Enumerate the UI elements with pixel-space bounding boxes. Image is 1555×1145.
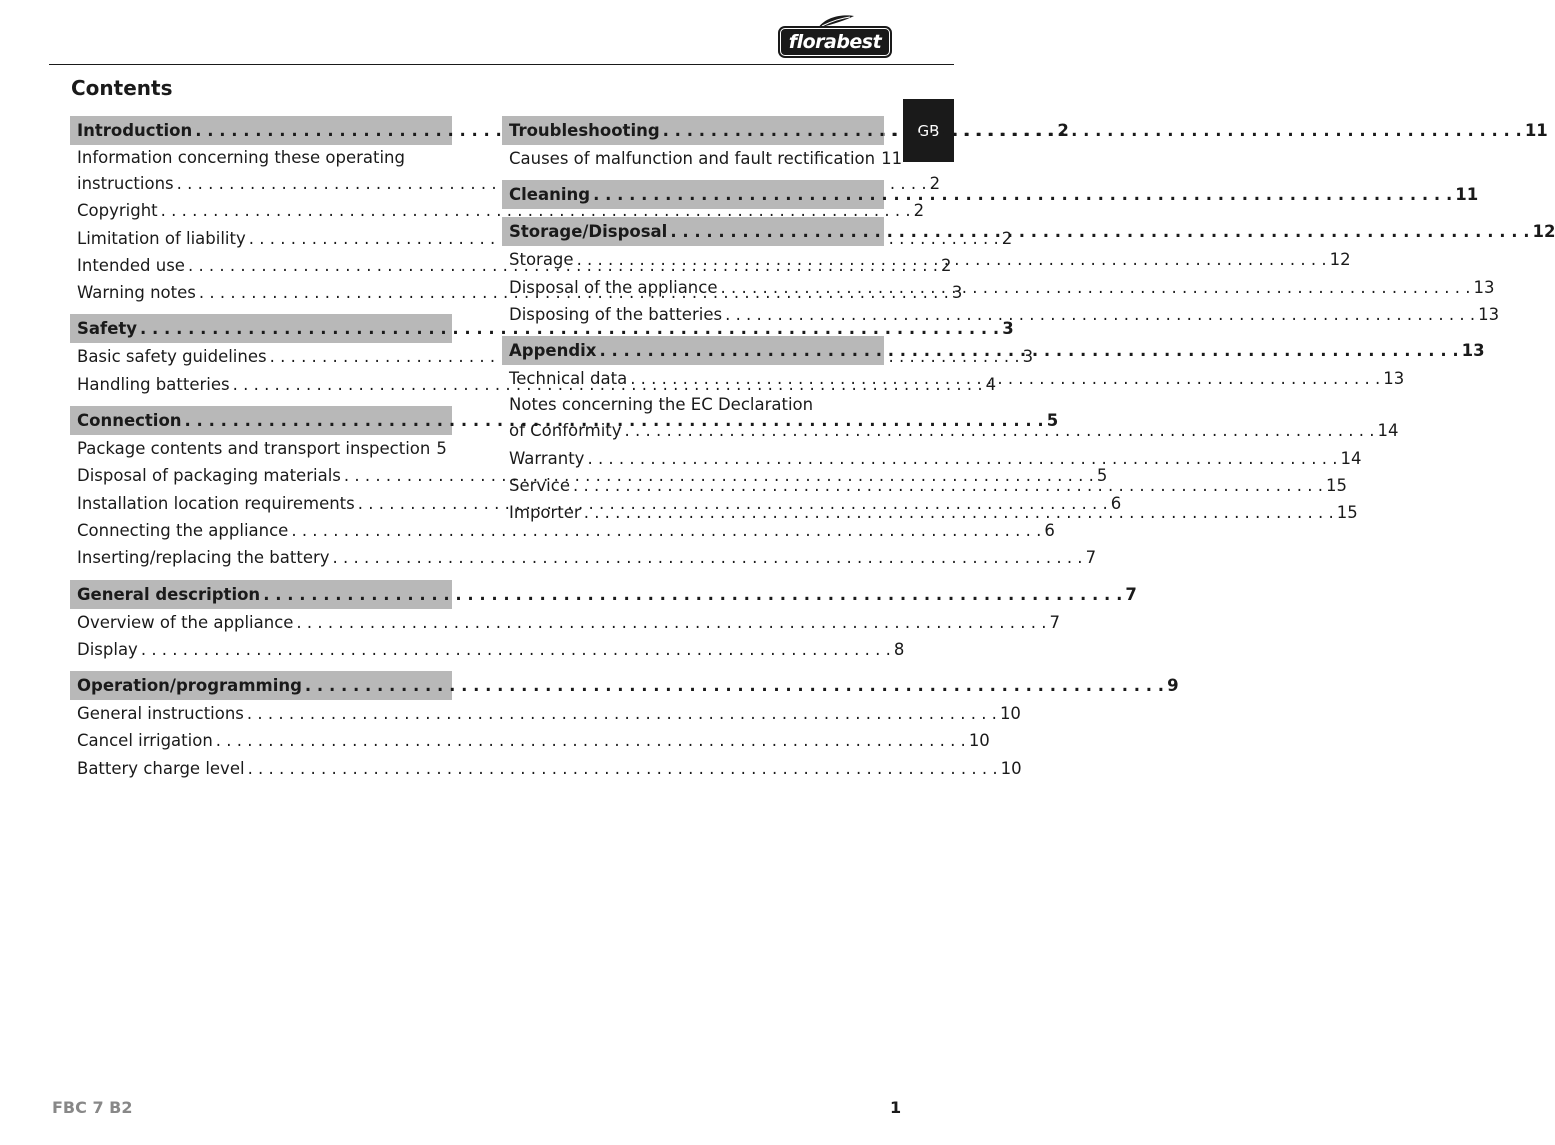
entry-page: 6 — [1044, 520, 1055, 540]
section-heading[interactable] — [502, 180, 1479, 209]
dot-leader — [599, 341, 1458, 360]
entry-title: Copyright — [77, 201, 158, 221]
section-heading[interactable] — [70, 671, 1179, 700]
dot-leader — [587, 445, 1337, 472]
entry-page: 10 — [999, 704, 1021, 724]
toc-entry[interactable] — [502, 472, 1348, 499]
dot-leader — [630, 365, 1380, 392]
section-title: Operation/programming — [77, 676, 302, 696]
toc-entry[interactable] — [502, 145, 903, 172]
entry-page: 11 — [881, 149, 903, 168]
dot-leader — [584, 499, 1334, 526]
dot-leader — [141, 636, 891, 663]
entry-page: 5 — [436, 439, 447, 459]
dot-leader — [263, 585, 1122, 604]
entry-title: Overview of the appliance — [77, 612, 294, 632]
toc-section — [70, 671, 1179, 782]
entry-page: 13 — [1478, 304, 1500, 324]
header-rule — [49, 64, 954, 65]
section-page: 2 — [1057, 121, 1069, 140]
toc-entry[interactable] — [70, 609, 1060, 636]
entry-page: 14 — [1340, 448, 1362, 468]
entry-page: 6 — [1110, 493, 1122, 513]
dot-leader — [663, 121, 1522, 140]
toc-entry[interactable] — [70, 636, 905, 663]
toc-entry[interactable] — [70, 517, 1055, 544]
section-page: 12 — [1532, 222, 1555, 242]
entry-page: 7 — [1085, 548, 1097, 568]
toc-section — [502, 336, 1485, 526]
toc-entry[interactable] — [70, 544, 1097, 571]
section-page: 11 — [1524, 121, 1548, 140]
entry-page: 12 — [1329, 250, 1351, 270]
entry-title: General instructions — [77, 704, 244, 724]
entry-title: Service — [509, 476, 570, 496]
entry-title: Installation location requirements — [77, 493, 355, 513]
toc-entry[interactable] — [70, 755, 1022, 782]
entry-page: 2 — [929, 174, 941, 193]
section-title: Introduction — [77, 121, 193, 140]
footer-model: FBC 7 B2 — [52, 1098, 133, 1117]
entry-title: Warning notes — [77, 283, 196, 303]
toc-entry[interactable] — [502, 445, 1362, 472]
section-title: Troubleshooting — [509, 121, 660, 140]
toc-entry[interactable] — [502, 417, 1399, 444]
section-heading[interactable] — [70, 580, 1137, 609]
section-page: 7 — [1125, 584, 1137, 604]
entry-title: Display — [77, 639, 138, 659]
toc-entry[interactable] — [70, 727, 990, 754]
entry-page: 2 — [1001, 228, 1013, 248]
section-title: Safety — [77, 319, 138, 339]
entry-page: 5 — [1096, 466, 1108, 486]
dot-leader — [248, 755, 998, 782]
dot-leader — [573, 472, 1323, 499]
toc-entry[interactable] — [502, 499, 1358, 526]
dot-leader — [720, 274, 1470, 301]
section-heading[interactable] — [502, 217, 1555, 246]
entry-title: Storage — [509, 250, 574, 270]
entry-page: 2 — [913, 201, 925, 221]
toc-section — [502, 180, 1479, 209]
dot-leader — [216, 727, 966, 754]
entry-title: Importer — [509, 503, 581, 523]
entry-title: Basic safety guidelines — [77, 347, 267, 367]
toc-entry[interactable] — [70, 197, 925, 224]
entry-title: Information concerning these operating — [77, 148, 405, 167]
dot-leader — [670, 222, 1529, 241]
toc-entry[interactable] — [502, 246, 1351, 273]
dot-leader — [725, 301, 1475, 328]
entry-title: Disposing of the batteries — [509, 304, 723, 324]
section-page: 3 — [1002, 319, 1014, 339]
section-title: General description — [77, 584, 261, 604]
toc-entry[interactable] — [502, 365, 1405, 392]
toc-entry[interactable] — [70, 435, 452, 462]
entry-page: 15 — [1336, 503, 1358, 523]
entry-title: Intended use — [77, 255, 185, 275]
entry-title: Cancel irrigation — [77, 731, 213, 751]
toc-entry[interactable] — [70, 700, 1021, 727]
section-page: 13 — [1461, 341, 1485, 361]
toc-entry[interactable] — [502, 274, 1495, 301]
entry-title: Package contents and transport inspection — [77, 439, 431, 459]
dot-leader — [577, 246, 1327, 273]
entry-page: 3 — [1022, 347, 1034, 367]
dot-leader — [296, 609, 1046, 636]
dot-leader — [247, 700, 997, 727]
entry-title: Disposal of the appliance — [509, 277, 718, 297]
entry-title: Causes of malfunction and fault rectification — [509, 149, 876, 168]
entry-page: 15 — [1326, 476, 1348, 496]
toc-entry-line — [70, 145, 452, 170]
entry-title: Battery charge level — [77, 758, 245, 778]
entry-page: 3 — [951, 283, 963, 303]
page-title: Contents — [71, 76, 173, 100]
entry-page: 10 — [968, 731, 990, 751]
footer-page-number: 1 — [890, 1098, 902, 1117]
entry-title: Notes concerning the EC Declaration — [509, 395, 814, 415]
entry-page: 8 — [893, 639, 905, 659]
entry-title: Disposal of packaging materials — [77, 466, 341, 486]
section-page: 11 — [1455, 185, 1479, 205]
entry-title: Limitation of liability — [77, 228, 246, 248]
language-tab: GB — [903, 99, 954, 162]
section-title: Connection — [77, 411, 182, 431]
dot-leader — [593, 185, 1452, 204]
toc-entry[interactable] — [502, 301, 1500, 328]
entry-page: 13 — [1383, 369, 1405, 389]
brand-logo — [778, 14, 894, 60]
entry-page: 10 — [1000, 758, 1022, 778]
entry-title: Handling batteries — [77, 374, 230, 394]
entry-title: Warranty — [509, 448, 585, 468]
logo-text: florabest — [788, 31, 882, 53]
section-title: Appendix — [509, 341, 597, 361]
section-title: Storage/Disposal — [509, 222, 668, 242]
dot-leader — [625, 417, 1375, 444]
entry-title: instructions — [77, 174, 174, 193]
toc-section — [70, 580, 1137, 664]
entry-page: 14 — [1377, 421, 1399, 441]
entry-title: Technical data — [509, 369, 628, 389]
entry-page: 13 — [1473, 277, 1495, 297]
toc-entry-line — [502, 392, 884, 417]
dot-leader — [333, 544, 1083, 571]
section-heading[interactable] — [502, 336, 1485, 365]
section-title: Cleaning — [509, 185, 591, 205]
entry-title: of Conformity — [509, 421, 622, 441]
entry-title: Connecting the appliance — [77, 520, 289, 540]
entry-page: 4 — [985, 374, 997, 394]
toc-section — [502, 217, 1555, 328]
section-page: 9 — [1167, 676, 1179, 696]
section-page: 5 — [1046, 411, 1059, 431]
entry-page: 7 — [1049, 612, 1060, 632]
dot-leader — [305, 676, 1164, 695]
entry-page: 2 — [940, 255, 952, 275]
entry-title: Inserting/replacing the battery — [77, 548, 330, 568]
